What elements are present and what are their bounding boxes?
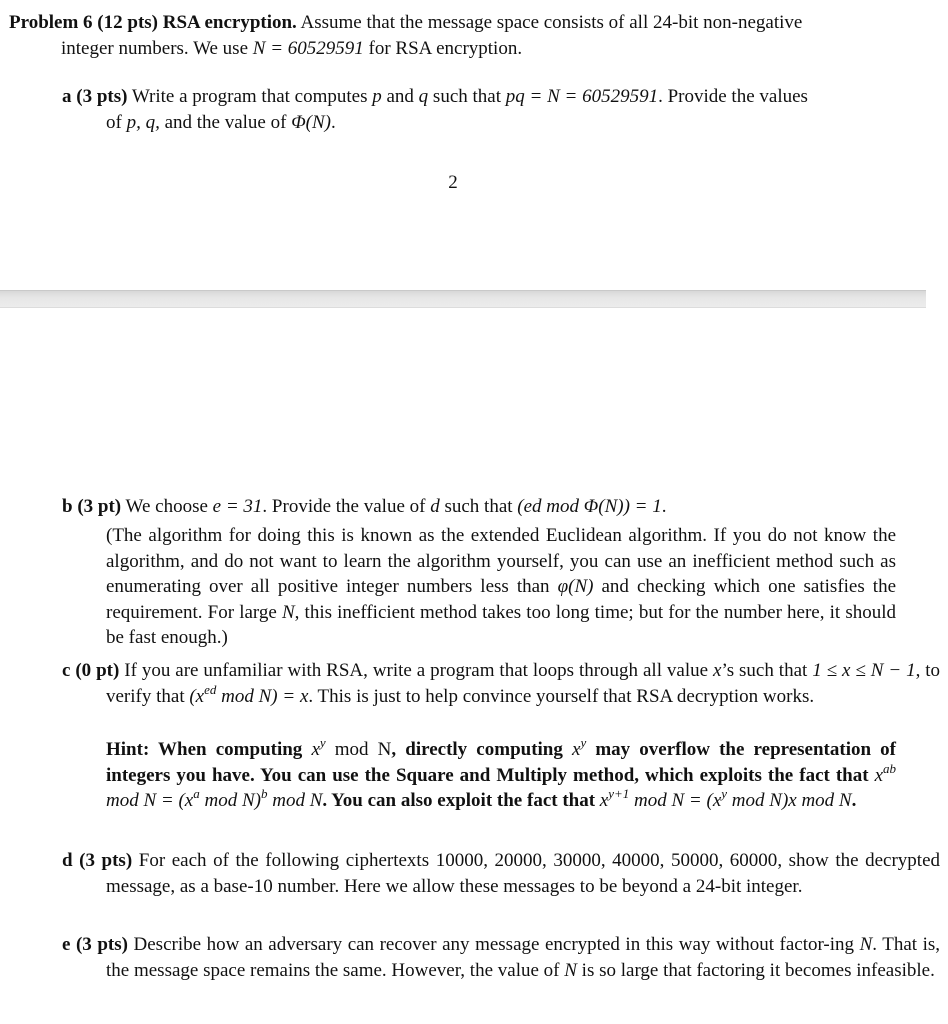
phi-small: φ(N) [557, 576, 594, 597]
part-e-text-2: . That is, the message space remains the same. However, the value of [106, 934, 941, 981]
var-n-e-2: N [564, 959, 577, 981]
part-c-text-4: . This is just to help convince yourself that RSA decryption works. [308, 685, 815, 707]
and-word: and [386, 86, 414, 107]
part-e [62, 932, 940, 983]
var-n: N [281, 601, 295, 623]
part-a-text: Write a program that computes [131, 86, 368, 107]
ciphertext-list: 10000, 20000, 30000, 40000, 50000, 60000 [435, 850, 778, 871]
part-a-text-5: and the value of [164, 111, 287, 133]
hint-x: x [311, 739, 320, 760]
var-q: q [418, 86, 429, 107]
intro-text-1: Assume that the message space consists of all 24-bit non-negative [300, 12, 803, 33]
note-text: (The algorithm for doing this is known as the extended Euclidean algorithm. If you do not know the algorithm, and do not want to learn the algorithm yourself, you can use an inefficient method such as enumerating over all positive integer numbers less than [106, 525, 896, 597]
part-c-text-3: , to verify that [106, 660, 941, 707]
d-condition: (ed mod Φ(N)) = 1 [517, 496, 662, 517]
x-range: 1 ≤ x ≤ N − 1 [812, 660, 916, 681]
factor-expression: pq = N = 60529591 [505, 86, 659, 107]
part-c-text-2: ’s such that [721, 660, 808, 681]
verify-b: mod N) = x [216, 685, 309, 707]
part-b-text-2: . Provide the value of [262, 496, 426, 517]
fact-x: x [874, 764, 884, 786]
hint-y: y [319, 735, 326, 750]
modulus-expression: N = 60529591 [252, 37, 364, 59]
page-bottom [0, 308, 941, 1024]
page-separator [0, 290, 926, 308]
note-text-3: , this inefficient method takes too long time; but for the number here, it should be fast enough.) [106, 601, 896, 648]
part-d-label: d (3 pts) [62, 850, 133, 871]
verify-exp: ed [204, 681, 217, 697]
page-number: 2 [448, 172, 458, 193]
part-b-label: b (3 pt) [62, 496, 122, 517]
part-e-text-3: is so large that factoring it becomes infeasible. [581, 959, 935, 981]
fact-b: mod N) [199, 790, 261, 811]
part-e-label: e (3 pts) [62, 934, 128, 955]
phi-n: Φ(N) [291, 111, 331, 133]
pq-values: p, q, [126, 111, 160, 133]
part-a-text-3: . Provide the values [658, 86, 808, 107]
fact2-a: mod N = [629, 790, 702, 811]
var-x: x [713, 660, 722, 681]
fact-exp: ab [883, 760, 897, 776]
part-a [62, 84, 940, 135]
part-b-note [106, 523, 896, 651]
fact-exp-3: b [260, 786, 268, 801]
part-c-hint [106, 737, 896, 814]
hint-x-2: x [572, 739, 581, 760]
part-d [62, 848, 940, 899]
part-b-text: We choose [125, 496, 208, 517]
part-c-text: If you are unfamiliar with RSA, write a program that loops through all value [124, 660, 709, 681]
fact-exp-2: a [193, 786, 200, 801]
problem-header [9, 10, 948, 61]
part-b-text-3: such that [444, 496, 513, 517]
hint-text-2: , directly computing [391, 739, 563, 760]
fact-c: mod N [267, 790, 323, 811]
successor-expression [599, 786, 852, 811]
part-c [62, 658, 940, 709]
part-a-label: a (3 pts) [62, 86, 128, 107]
fact2-c: mod N)x mod N [727, 790, 852, 811]
problem-label: Problem 6 (12 pts) RSA encryption. [9, 12, 297, 33]
fact2-y: y [721, 786, 728, 801]
hint-text-3: may overflow the representation of integers you have. You can use the Square and Multiply method, which exploits the fact that [106, 739, 897, 786]
hint-xy [311, 735, 392, 760]
hint-xy-2 [572, 735, 587, 760]
note-text-2: and checking which one satisfies the requirement. For large [106, 576, 897, 623]
var-d: d [430, 496, 440, 517]
e-expression: e = 31 [212, 496, 263, 517]
part-e-text: Describe how an adversary can recover any message encrypted in this way without factor-ing [133, 934, 855, 955]
fact2-exp: y+1 [608, 786, 630, 801]
hint-text: Hint: When computing [106, 739, 303, 760]
verify-a: (x [189, 685, 205, 707]
intro-text-2: integer numbers. We use [61, 37, 249, 59]
part-a-period: . [331, 111, 336, 133]
fact2-x: x [599, 790, 609, 811]
part-b-period: . [661, 496, 667, 517]
var-n-e: N [859, 934, 873, 955]
var-p: p [372, 86, 382, 107]
part-d-text: For each of the following ciphertexts [138, 850, 430, 871]
hint-text-4: . You can also exploit the fact that [322, 790, 596, 811]
part-c-label: c (0 pt) [62, 660, 120, 681]
verify-expression [189, 681, 309, 707]
part-d-text-2: , show the decrypted message, as a base-10 number. Here we allow these messages to be beyond a 24-bit integer. [106, 850, 941, 897]
hint-mod: mod N [325, 739, 392, 760]
page-top [0, 0, 926, 290]
fact2-b: (x [706, 790, 722, 811]
intro-text-3: for RSA encryption. [368, 37, 523, 59]
part-a-text-4: of [106, 111, 122, 133]
hint-y-2: y [580, 735, 587, 750]
part-a-text-2: such that [432, 86, 501, 107]
hint-period: . [851, 790, 857, 811]
part-b [62, 494, 940, 520]
fact-a: mod N = (x [106, 790, 194, 811]
